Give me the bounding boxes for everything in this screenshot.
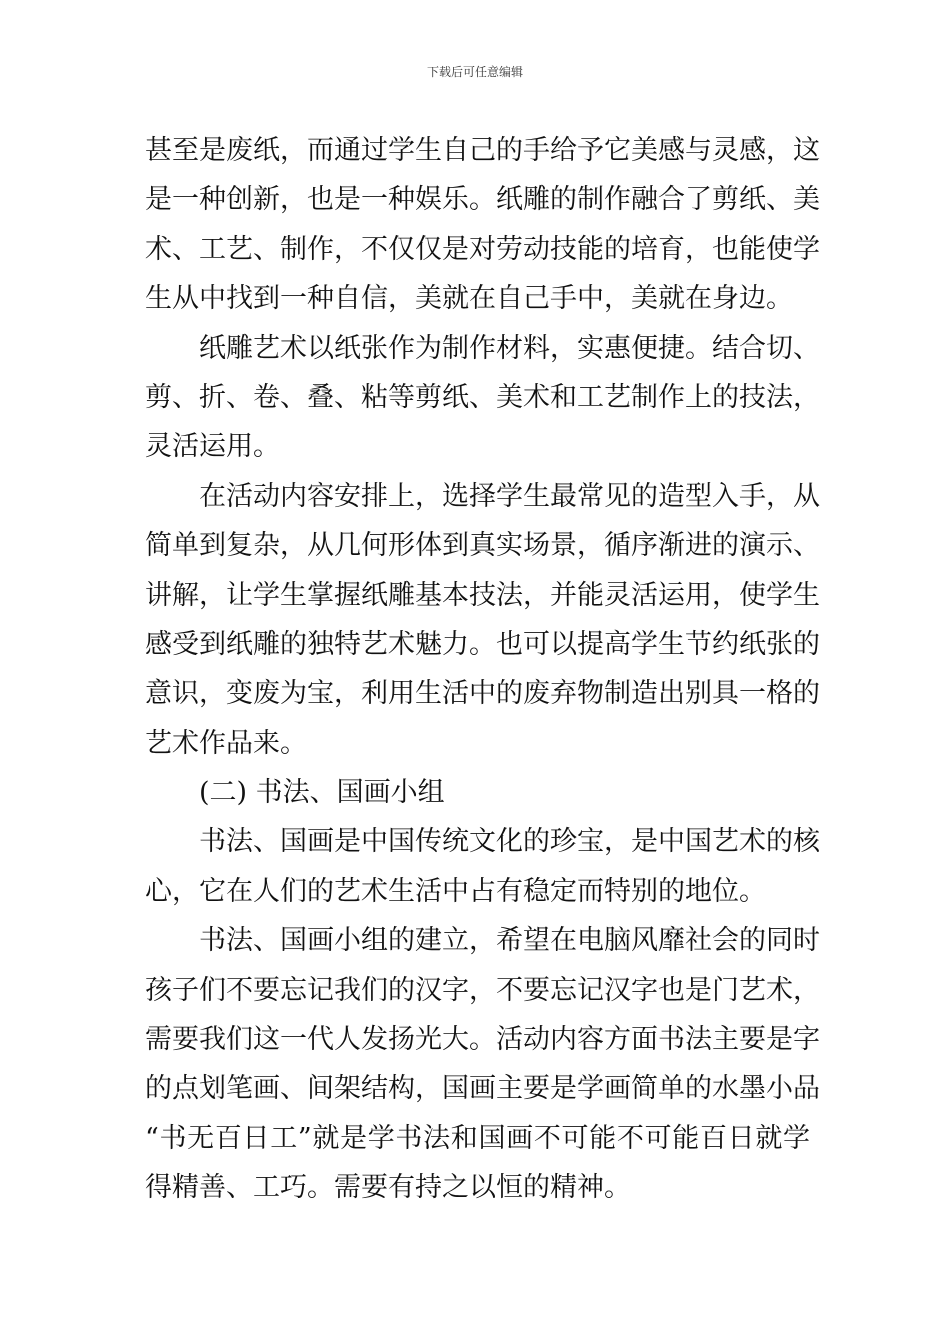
text-line: 心，它在人们的艺术生活中占有稳定而特别的地位。 xyxy=(145,875,766,907)
text-line: 讲解，让学生掌握纸雕基本技法，并能灵活运用，使学生 xyxy=(145,579,820,611)
text-line: 感受到纸雕的独特艺术魅力。也可以提高学生节约纸张的 xyxy=(145,628,820,660)
text-line: “书无百日工”就是学书法和国画不可能不可能百日就学 xyxy=(145,1122,810,1154)
document-body xyxy=(145,126,820,1213)
text-line: 孩子们不要忘记我们的汉字，不要忘记汉字也是门艺术， xyxy=(145,974,820,1006)
section-heading: (二) 书法、国画小组 xyxy=(199,777,445,809)
text-line: 简单到复杂，从几何形体到真实场景，循序渐进的演示、 xyxy=(145,530,820,562)
text-line: 术、工艺、制作，不仅仅是对劳动技能的培育，也能使学 xyxy=(145,233,820,265)
text-line: 意识，变废为宝，利用生活中的废弃物制造出别具一格的 xyxy=(145,678,820,710)
text-line: 剪、折、卷、叠、粘等剪纸、美术和工艺制作上的技法， xyxy=(145,381,820,413)
text-line: 艺术作品来。 xyxy=(145,727,307,759)
paragraph-first-line: 纸雕艺术以纸张作为制作材料，实惠便捷。结合切、 xyxy=(199,332,820,364)
text-line: 生从中找到一种自信，美就在自己手中，美就在身边。 xyxy=(145,283,793,315)
text-line: 得精善、工巧。需要有持之以恒的精神。 xyxy=(145,1172,631,1204)
paragraph-first-line: 在活动内容安排上，选择学生最常见的造型入手，从 xyxy=(199,480,820,512)
text-line: 甚至是废纸，而通过学生自己的手给予它美感与灵感，这 xyxy=(145,135,820,166)
text-line: 的点划笔画、间架结构，国画主要是学画简单的水墨小品 xyxy=(145,1073,820,1105)
text-line: 灵活运用。 xyxy=(145,431,280,463)
page-header: 下载后可任意编辑 xyxy=(426,65,523,79)
paragraph-first-line: 书法、国画小组的建立，希望在电脑风靡社会的同时 xyxy=(199,925,820,957)
text-line: 需要我们这一代人发扬光大。活动内容方面书法主要是字 xyxy=(145,1024,820,1056)
text-line: 是一种创新，也是一种娱乐。纸雕的制作融合了剪纸、美 xyxy=(145,184,820,216)
paragraph-first-line: 书法、国画是中国传统文化的珍宝，是中国艺术的核 xyxy=(199,826,820,858)
